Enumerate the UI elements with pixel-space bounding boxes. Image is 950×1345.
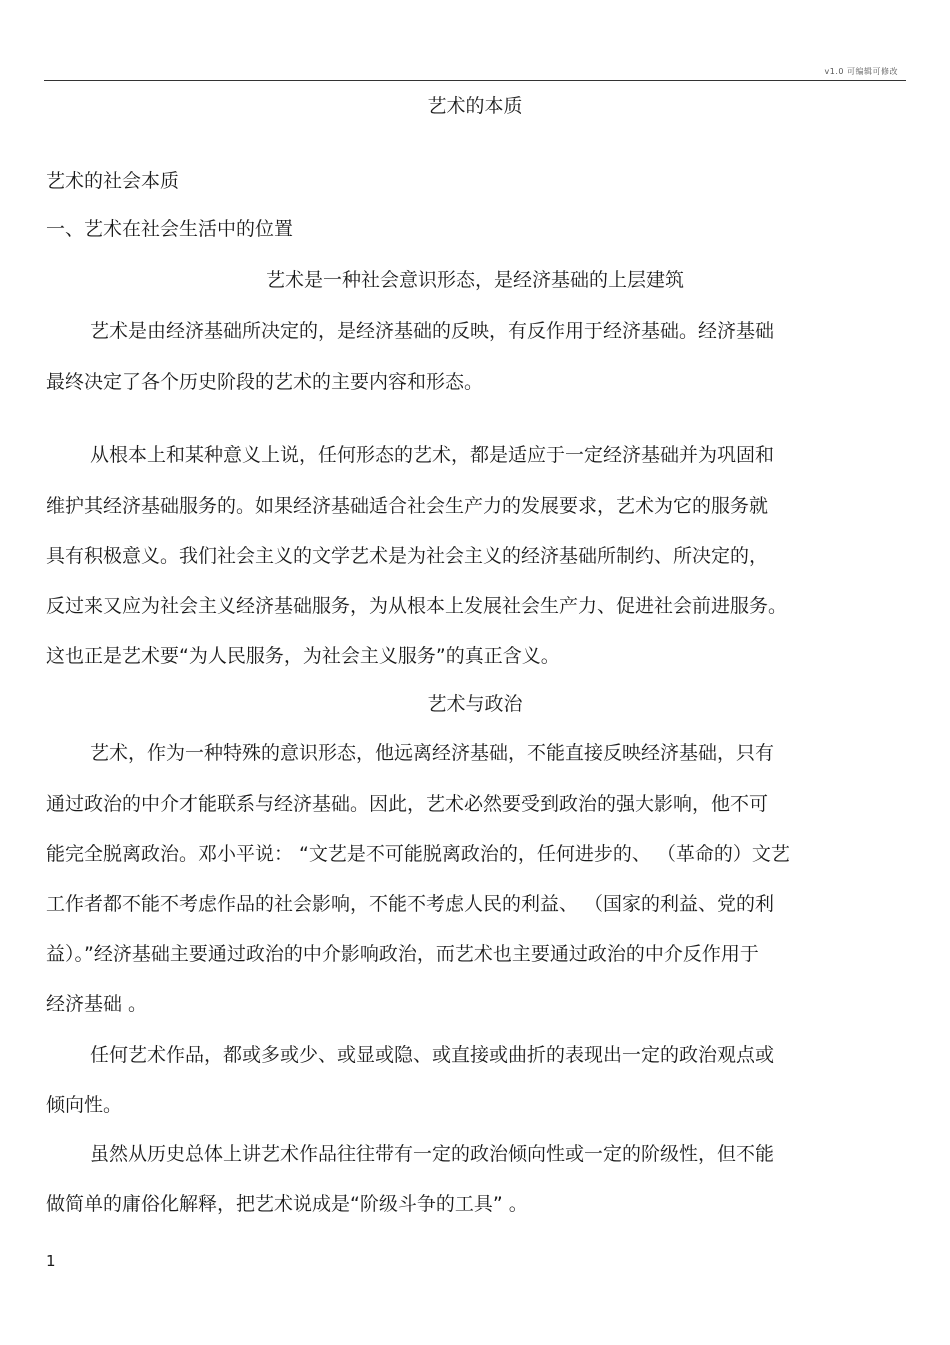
page-number: 1 [46, 1252, 56, 1270]
paragraph-line: 具有积极意义。我们社会主义的文学艺术是为社会主义的经济基础所制约、所决定的， [46, 545, 769, 567]
paragraph-line: 艺术是由经济基础所决定的，是经济基础的反映，有反作用于经济基础。经济基础 [90, 320, 775, 342]
paragraph-line: 从根本上和某种意义上说，任何形态的艺术，都是适应于一定经济基础并为巩固和 [90, 444, 775, 466]
document-title: 艺术的本质 [427, 95, 523, 117]
paragraph-line: 反过来又应为社会主义经济基础服务，为从根本上发展社会生产力、促进社会前进服务。 [46, 595, 788, 617]
header-rule [44, 80, 906, 81]
paragraph-line: 这也正是艺术要“为人民服务，为社会主义服务”的真正含义。 [46, 645, 560, 667]
paragraph-line: 工作者都不能不考虑作品的社会影响，不能不考虑人民的利益、 （国家的利益、党的利 [46, 893, 775, 915]
paragraph-line: 能完全脱离政治。邓小平说： “文艺是不可能脱离政治的，任何进步的、 （革命的）文艺 [46, 843, 790, 865]
paragraph-line: 任何艺术作品，都或多或少、或显或隐、或直接或曲折的表现出一定的政治观点或 [90, 1044, 775, 1066]
section-heading: 艺术的社会本质 [46, 170, 180, 192]
subsection-heading: 一、艺术在社会生活中的位置 [46, 218, 294, 240]
paragraph-line: 维护其经济基础服务的。如果经济基础适合社会生产力的发展要求，艺术为它的服务就 [46, 495, 769, 517]
paragraph-line: 益）。”经济基础主要通过政治的中介影响政治，而艺术也主要通过政治的中介反作用于 [46, 943, 759, 965]
paragraph-line: 虽然从历史总体上讲艺术作品往往带有一定的政治倾向性或一定的阶级性，但不能 [90, 1143, 775, 1165]
subheading-art-and-politics: 艺术与政治 [427, 693, 523, 715]
paragraph-line: 经济基础 。 [46, 993, 148, 1015]
paragraph-line: 艺术，作为一种特殊的意识形态，他远离经济基础，不能直接反映经济基础，只有 [90, 742, 775, 764]
paragraph-line: 倾向性。 [46, 1094, 123, 1116]
subheading-base-superstructure: 艺术是一种社会意识形态，是经济基础的上层建筑 [265, 269, 684, 291]
paragraph-line: 通过政治的中介才能联系与经济基础。因此，艺术必然要受到政治的强大影响，他不可 [46, 793, 769, 815]
header-version: v1.0 可编辑可修改 [824, 67, 898, 76]
paragraph-line: 做简单的庸俗化解释，把艺术说成是“阶级斗争的工具” 。 [46, 1193, 528, 1215]
paragraph-line: 最终决定了各个历史阶段的艺术的主要内容和形态。 [46, 371, 484, 393]
